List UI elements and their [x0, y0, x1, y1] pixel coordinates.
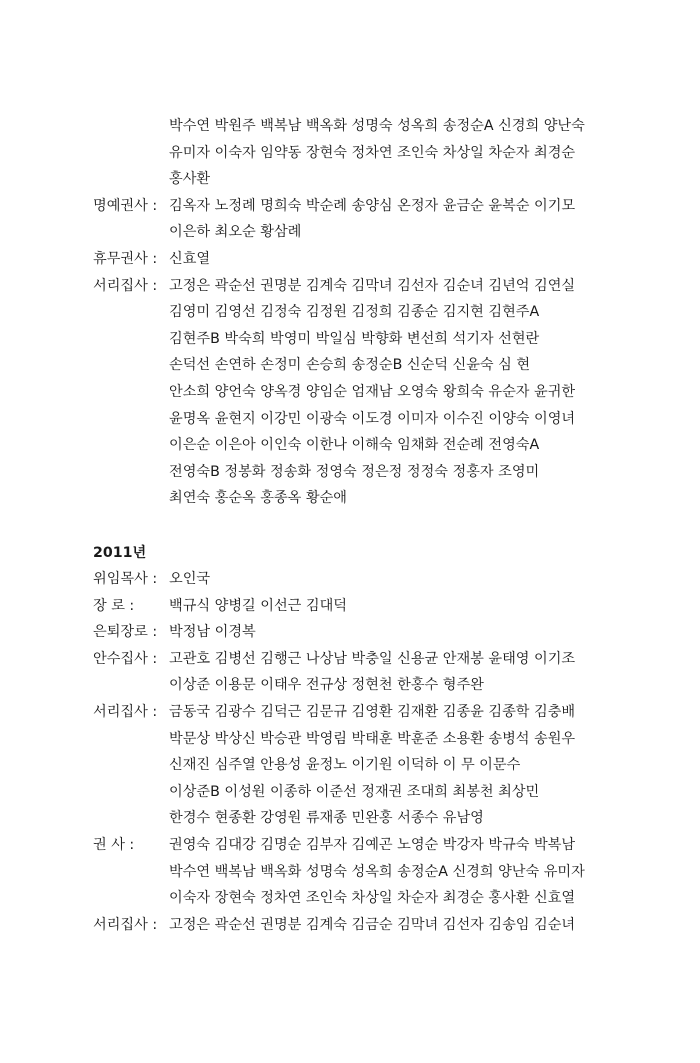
member-names: 한경수 현종환 강영원 류재종 민완홍 서종수 유남영 — [169, 810, 484, 827]
member-names: 박정남 이경복 — [169, 624, 256, 641]
roster-line — [0, 485, 700, 512]
roster-line — [0, 219, 700, 246]
roster-line — [0, 593, 700, 620]
roster-line — [0, 326, 700, 353]
role-label: 안수집사 : — [93, 650, 158, 667]
roster-line — [0, 699, 700, 726]
roster-line — [0, 352, 700, 379]
member-names: 고정은 곽순선 권명분 김계숙 김막녀 김선자 김순녀 김년억 김연실 — [169, 277, 576, 294]
role-label: 서리집사 : — [93, 277, 158, 294]
roster-line — [0, 246, 700, 273]
member-names: 전영숙B 정봉화 정송화 정영숙 정은정 정정숙 정홍자 조영미 — [169, 463, 540, 480]
member-names: 손덕선 손연하 손정미 손승희 송정순B 신순덕 신윤숙 심 현 — [169, 357, 531, 374]
roster-line — [0, 646, 700, 673]
member-names: 이은하 최오순 황삼례 — [169, 224, 302, 241]
section-2010-continued — [0, 113, 700, 512]
roster-line — [0, 459, 700, 486]
roster-line — [0, 726, 700, 753]
member-names: 김영미 김영선 김정숙 김정원 김정희 김종순 김지현 김현주A — [169, 304, 540, 321]
member-names: 최연숙 홍순옥 홍종옥 황순애 — [169, 490, 347, 507]
member-names: 박수연 백복남 백옥화 성명숙 성옥희 송정순A 신경희 양난숙 유미자 — [169, 863, 585, 880]
member-names: 윤명옥 윤현지 이강민 이광숙 이도경 이미자 이수진 이양숙 이영녀 — [169, 410, 576, 427]
role-label: 명예권사 : — [93, 197, 158, 214]
member-names: 권영숙 김대강 김명순 김부자 김예곤 노영순 박강자 박규숙 박복남 — [169, 836, 576, 853]
member-names: 이은순 이은아 이인숙 이한나 이해숙 임채화 전순례 전영숙A — [169, 437, 540, 454]
roster-line — [0, 805, 700, 832]
roster-line — [0, 885, 700, 912]
section-2011 — [0, 566, 700, 938]
member-names: 신재진 심주열 안용성 윤정노 이기원 이덕하 이 무 이문수 — [169, 757, 521, 774]
role-label: 서리집사 : — [93, 703, 158, 720]
member-names: 백규식 양병길 이선근 김대덕 — [169, 597, 347, 614]
roster-line — [0, 779, 700, 806]
member-names: 신효열 — [169, 250, 211, 267]
roster-line — [0, 140, 700, 167]
member-names: 오인국 — [169, 571, 211, 587]
member-names: 고정은 곽순선 권명분 김계숙 김금순 김막녀 김선자 김송임 김순녀 — [169, 916, 576, 933]
roster-line — [0, 406, 700, 433]
member-names: 이숙자 장현숙 정차연 조인숙 차상일 차순자 최경순 홍사환 신효열 — [169, 890, 576, 907]
member-names: 고관호 김병선 김행근 나상남 박충일 신용균 안재봉 윤태영 이기조 — [169, 650, 576, 667]
role-label: 권 사 : — [93, 836, 135, 853]
roster-line — [0, 273, 700, 300]
member-names: 홍사환 — [169, 171, 211, 188]
member-names: 김현주B 박숙희 박영미 박일심 박향화 변선희 석기자 선현란 — [169, 330, 540, 347]
roster-line — [0, 166, 700, 193]
role-label: 휴무권사 : — [93, 250, 158, 267]
roster-line — [0, 752, 700, 779]
role-label: 위임목사 : — [93, 571, 158, 587]
member-names: 박수연 박원주 백복남 백옥화 성명숙 성옥희 송정순A 신경희 양난숙 — [169, 118, 585, 134]
member-names: 이상준B 이성원 이종하 이준선 정재권 조대희 최봉천 최상민 — [169, 783, 540, 800]
roster-line — [0, 379, 700, 406]
roster-line — [0, 832, 700, 859]
member-names: 이상준 이용문 이태우 전규상 정현천 한홍수 형주완 — [169, 677, 484, 694]
member-names: 안소희 양언숙 양옥경 양임순 엄재남 오영숙 왕희숙 유순자 윤귀한 — [169, 383, 576, 400]
member-names: 박문상 박상신 박승관 박영림 박태훈 박훈준 소용환 송병석 송원우 — [169, 730, 576, 747]
roster-line — [0, 859, 700, 886]
roster-line — [0, 672, 700, 699]
roster-line — [0, 912, 700, 939]
member-names: 유미자 이숙자 임약동 장현숙 정차연 조인숙 차상일 차순자 최경순 — [169, 144, 576, 161]
role-label: 서리집사 : — [93, 916, 158, 933]
roster-line — [0, 566, 700, 593]
roster-line — [0, 432, 700, 459]
role-label: 은퇴장로 : — [93, 624, 158, 641]
year-heading: 2011년 — [93, 545, 147, 561]
role-label: 장 로 : — [93, 597, 135, 614]
member-names: 김옥자 노정례 명희숙 박순례 송양심 온정자 윤금순 윤복순 이기모 — [169, 197, 576, 214]
roster-line — [0, 193, 700, 220]
roster-line — [0, 299, 700, 326]
roster-line — [0, 619, 700, 646]
roster-line — [0, 113, 700, 140]
member-names: 금동국 김광수 김덕근 김문규 김영환 김재환 김종윤 김종학 김충배 — [169, 703, 576, 720]
